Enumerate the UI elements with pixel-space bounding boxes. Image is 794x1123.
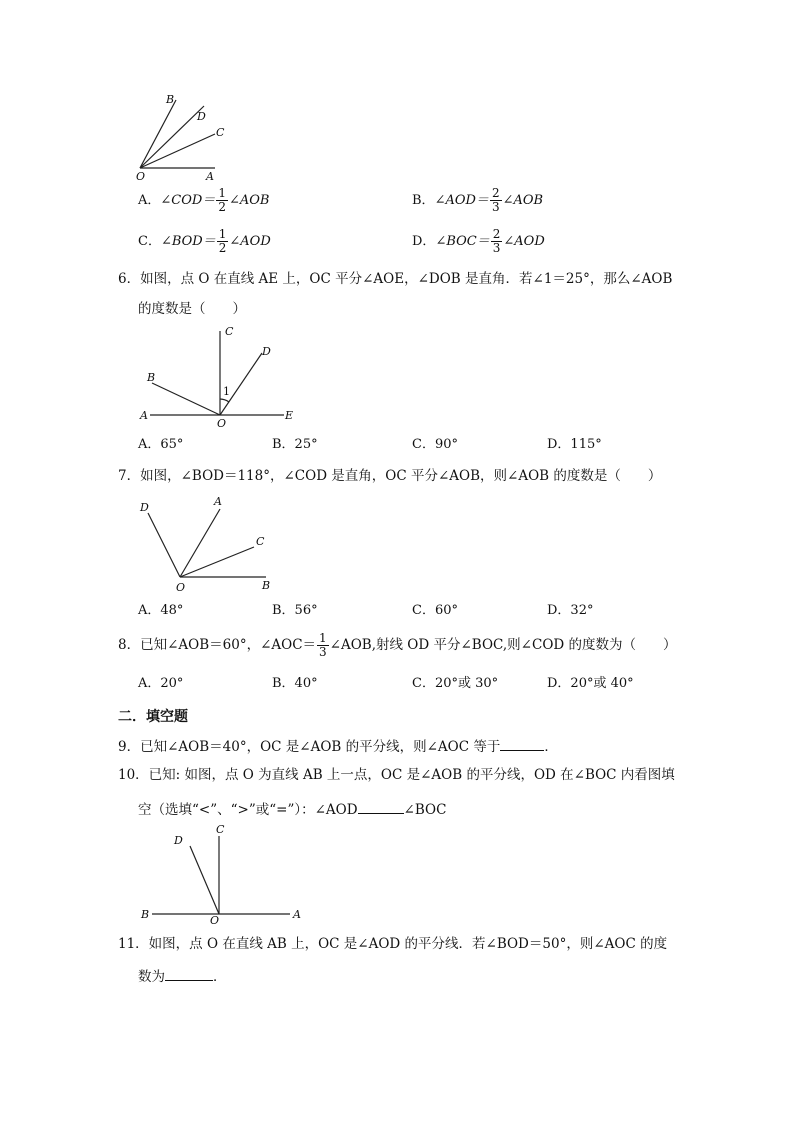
denominator: 2 bbox=[218, 200, 226, 214]
q11-stem-line1: 11．如图，点 O 在直线 AB 上，OC 是∠AOD 的平分线．若∠BOD＝50°，则∠AOC 的度 bbox=[118, 936, 668, 952]
option-text: ∠BOD＝ bbox=[160, 234, 216, 249]
q10-answer-blank[interactable] bbox=[358, 799, 404, 814]
q8-option-c[interactable]: C．20°或 30° bbox=[412, 676, 499, 691]
option-text: ∠BOC＝ bbox=[435, 234, 490, 249]
q5-figure bbox=[130, 92, 240, 182]
ray-od bbox=[190, 846, 219, 914]
denominator: 3 bbox=[492, 241, 501, 255]
label-b: B bbox=[147, 371, 156, 384]
q7-figure bbox=[138, 495, 288, 595]
q10-stem-line2 bbox=[138, 799, 446, 819]
q8-stem-pre: 8．已知∠AOB＝60°，∠AOC＝ bbox=[118, 637, 317, 653]
q6-stem-line1: 6．如图，点 O 在直线 AE 上，OC 平分∠AOE，∠DOB 是直角．若∠1＝25°，那么∠AOB bbox=[118, 271, 673, 287]
label-a: A bbox=[214, 495, 222, 508]
q9-text: 9．已知∠AOB＝40°，OC 是∠AOB 的平分线，则∠AOC 等于 bbox=[118, 739, 501, 755]
label-o: O bbox=[210, 914, 220, 927]
ray-ob bbox=[140, 100, 176, 168]
label-a: A bbox=[293, 908, 301, 921]
label-o: O bbox=[217, 417, 227, 430]
q11-stem-line2 bbox=[138, 966, 227, 986]
option-text: ∠AOB bbox=[228, 193, 270, 208]
q11-text-pre: 数为 bbox=[138, 969, 165, 985]
q8-option-d[interactable]: D．20°或 40° bbox=[547, 676, 634, 691]
numerator: 2 bbox=[491, 186, 500, 200]
q7-option-d[interactable]: D．32° bbox=[547, 603, 594, 618]
label-e: E bbox=[285, 409, 294, 422]
q11-end: ． bbox=[213, 969, 227, 985]
q11-answer-blank[interactable] bbox=[165, 966, 213, 981]
section-heading: 二．填空题 bbox=[118, 709, 188, 725]
q9-end: ． bbox=[544, 739, 558, 755]
q5-option-a[interactable] bbox=[138, 187, 269, 214]
q6-option-c[interactable]: C．90° bbox=[412, 437, 458, 452]
q6-figure bbox=[138, 325, 308, 435]
ray-od bbox=[148, 513, 180, 577]
denominator: 3 bbox=[319, 645, 327, 659]
option-label: C． bbox=[138, 234, 161, 249]
label-a: A bbox=[206, 170, 214, 183]
q6-stem-line2: 的度数是（ ） bbox=[138, 301, 246, 317]
label-c: C bbox=[225, 325, 234, 338]
ray-od bbox=[220, 353, 262, 415]
denominator: 3 bbox=[491, 200, 500, 214]
label-d: D bbox=[262, 345, 271, 358]
option-label: A． bbox=[138, 193, 161, 208]
option-label: D． bbox=[412, 234, 436, 249]
numerator: 1 bbox=[218, 227, 227, 241]
option-text: ∠AOB bbox=[502, 193, 544, 208]
angle-1-arc bbox=[220, 399, 229, 402]
label-d: D bbox=[174, 834, 183, 847]
q10-figure bbox=[138, 822, 308, 927]
denominator: 2 bbox=[218, 241, 227, 255]
ray-oc bbox=[180, 547, 254, 577]
label-d: D bbox=[197, 110, 206, 123]
option-text: ∠COD＝ bbox=[160, 193, 216, 208]
label-o: O bbox=[176, 581, 186, 594]
label-a: A bbox=[140, 409, 148, 422]
label-o: O bbox=[136, 170, 146, 183]
q8-option-a[interactable]: A．20° bbox=[138, 676, 184, 691]
fraction bbox=[317, 632, 329, 659]
fraction bbox=[491, 228, 503, 255]
q9-answer-blank[interactable] bbox=[500, 736, 544, 751]
q9-stem bbox=[118, 736, 558, 756]
label-c: C bbox=[256, 535, 265, 548]
label-c: C bbox=[216, 126, 225, 139]
q6-option-d[interactable]: D．115° bbox=[547, 437, 602, 452]
q10-stem-line1: 10．已知: 如图，点 O 为直线 AB 上一点，OC 是∠AOB 的平分线，OD 在∠BOC 内看图填 bbox=[118, 767, 675, 783]
option-text: ∠AOD bbox=[503, 234, 545, 249]
q6-option-a[interactable]: A．65° bbox=[138, 437, 184, 452]
fraction bbox=[490, 187, 502, 214]
ray-ob bbox=[152, 383, 220, 415]
label-angle-1: 1 bbox=[223, 385, 230, 398]
numerator: 1 bbox=[218, 186, 226, 200]
q8-option-b[interactable]: B．40° bbox=[272, 676, 318, 691]
q6-option-b[interactable]: B．25° bbox=[272, 437, 318, 452]
label-d: D bbox=[140, 501, 149, 514]
option-label: B． bbox=[412, 193, 435, 208]
label-b: B bbox=[166, 93, 175, 106]
label-b: B bbox=[141, 908, 150, 921]
q7-option-b[interactable]: B．56° bbox=[272, 603, 318, 618]
option-text: ∠AOD＝ bbox=[434, 193, 489, 208]
fraction bbox=[217, 228, 229, 255]
q10-text-pre: 空（选填“<”、“>”或“=”）：∠AOD bbox=[138, 802, 358, 818]
ray-od bbox=[140, 106, 204, 168]
q7-option-c[interactable]: C．60° bbox=[412, 603, 458, 618]
q7-stem: 7．如图，∠BOD＝118°，∠COD 是直角，OC 平分∠AOB，则∠AOB 的度数是（ ） bbox=[118, 468, 662, 484]
q5-option-c[interactable] bbox=[138, 228, 271, 255]
numerator: 1 bbox=[319, 631, 327, 645]
fraction bbox=[216, 187, 228, 214]
ray-oc bbox=[140, 134, 215, 168]
label-c: C bbox=[216, 823, 225, 836]
q8-stem-post: ∠AOB,射线 OD 平分∠BOC,则∠COD 的度数为（ ） bbox=[329, 637, 677, 653]
q10-text-post: ∠BOC bbox=[403, 802, 447, 818]
q8-stem bbox=[118, 630, 677, 660]
option-text: ∠AOD bbox=[229, 234, 271, 249]
label-b: B bbox=[262, 579, 271, 592]
q5-option-b[interactable] bbox=[412, 187, 543, 214]
ray-oa bbox=[180, 509, 220, 577]
q5-option-d[interactable] bbox=[412, 228, 545, 255]
q7-option-a[interactable]: A．48° bbox=[138, 603, 184, 618]
numerator: 2 bbox=[492, 227, 501, 241]
